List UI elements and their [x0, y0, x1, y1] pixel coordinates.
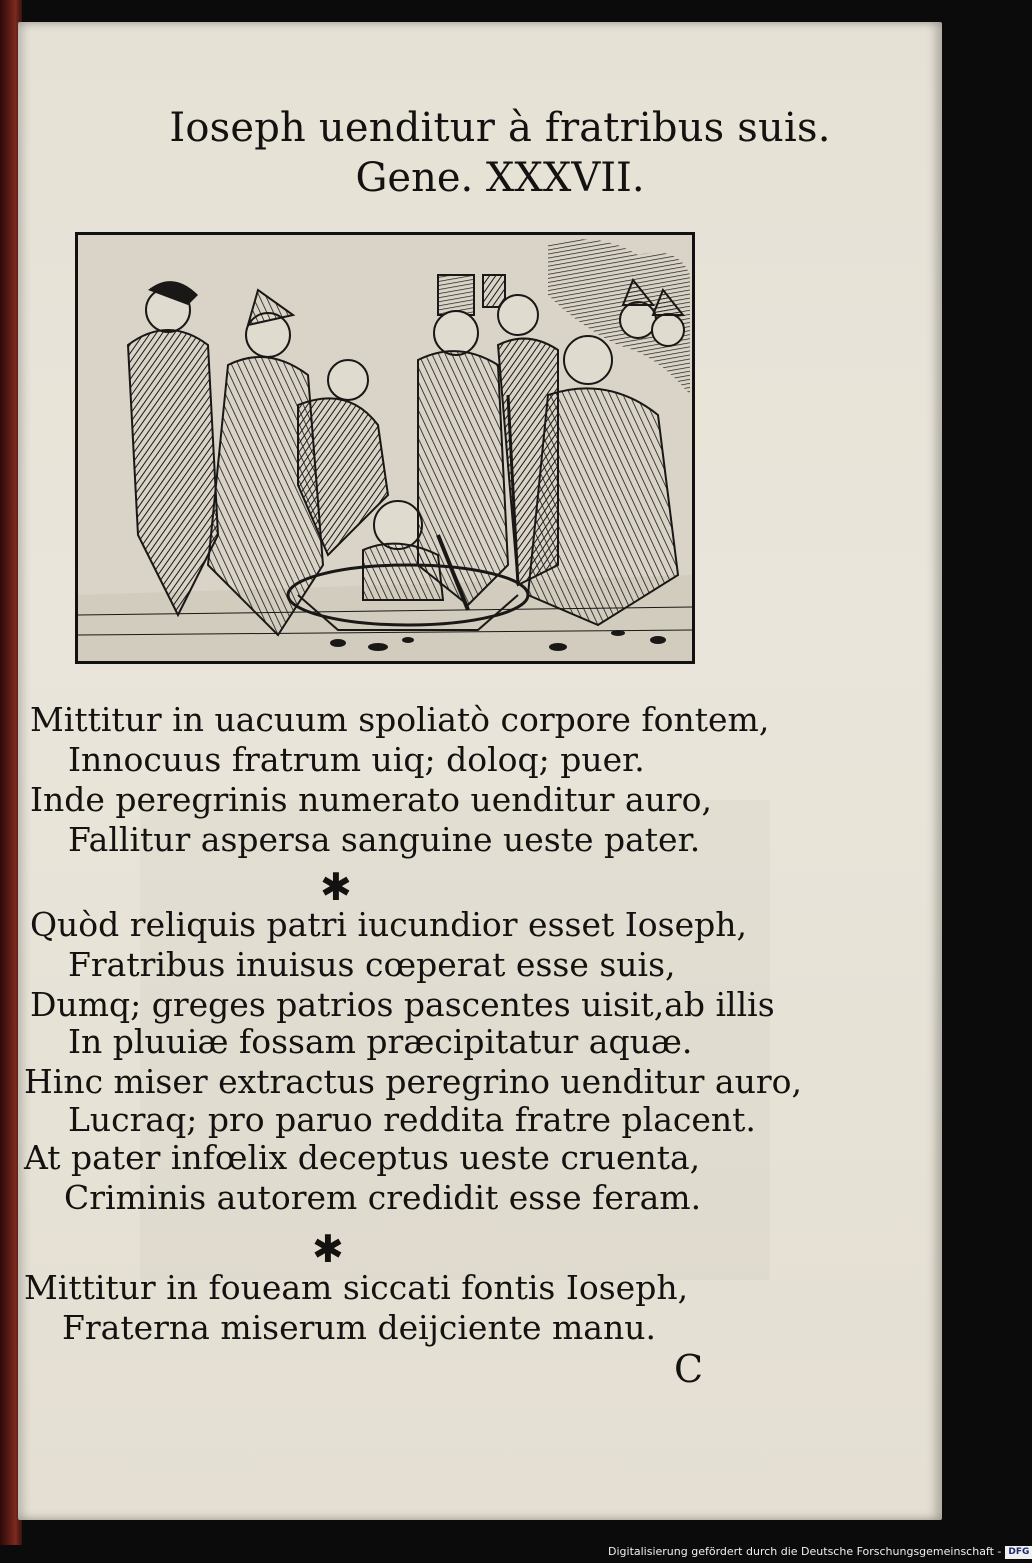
verse-line-2-2: Fratribus inuisus cœperat esse suis, [68, 945, 676, 984]
verse-line-2-6: Lucraq; pro paruo reddita fratre placent. [68, 1100, 756, 1139]
verse-line-2-3: Dumq; greges patrios pascentes uisit,ab illis [30, 985, 775, 1024]
woodcut-illustration [75, 232, 695, 664]
verse-line-2-1: Quòd reliquis patri iucundior esset Ioseph, [30, 905, 747, 944]
footer-text: Digitalisierung gefördert durch die Deutsche Forschungsgemeinschaft - [608, 1545, 1002, 1558]
page-subtitle: Gene. XXXVII. [355, 155, 645, 201]
verse-line-2-7: At pater infœlix deceptus ueste cruenta, [24, 1138, 701, 1177]
dfg-footer [608, 1545, 1032, 1559]
verse-line-2-5: Hinc miser extractus peregrino uenditur auro, [24, 1062, 802, 1101]
verse-line-1-1: Mittitur in uacuum spoliatò corpore fontem, [30, 700, 770, 739]
separator-asterism-1: ✱ [320, 865, 352, 909]
verse-line-3-1: Mittitur in foueam siccati fontis Ioseph, [24, 1268, 689, 1307]
verse-line-1-2: Innocuus fratrum uiq; doloq; puer. [68, 740, 645, 779]
verse-line-3-2: Fraterna miserum deijciente manu. [62, 1308, 656, 1347]
woodcut-scene [78, 235, 692, 661]
signature-mark: C [674, 1347, 704, 1391]
verse-line-2-8: Criminis autorem credidit esse feram. [64, 1178, 702, 1217]
page-title: Ioseph uenditur à fratribus suis. [169, 105, 831, 151]
verse-line-1-3: Inde peregrinis numerato uenditur auro, [30, 780, 713, 819]
verse-line-1-4: Fallitur aspersa sanguine ueste pater. [68, 820, 701, 859]
verse-line-2-4: In pluuiæ fossam præcipitatur aquæ. [68, 1022, 693, 1061]
separator-asterism-2: ✱ [312, 1227, 344, 1271]
dfg-logo: DFG [1005, 1546, 1032, 1559]
